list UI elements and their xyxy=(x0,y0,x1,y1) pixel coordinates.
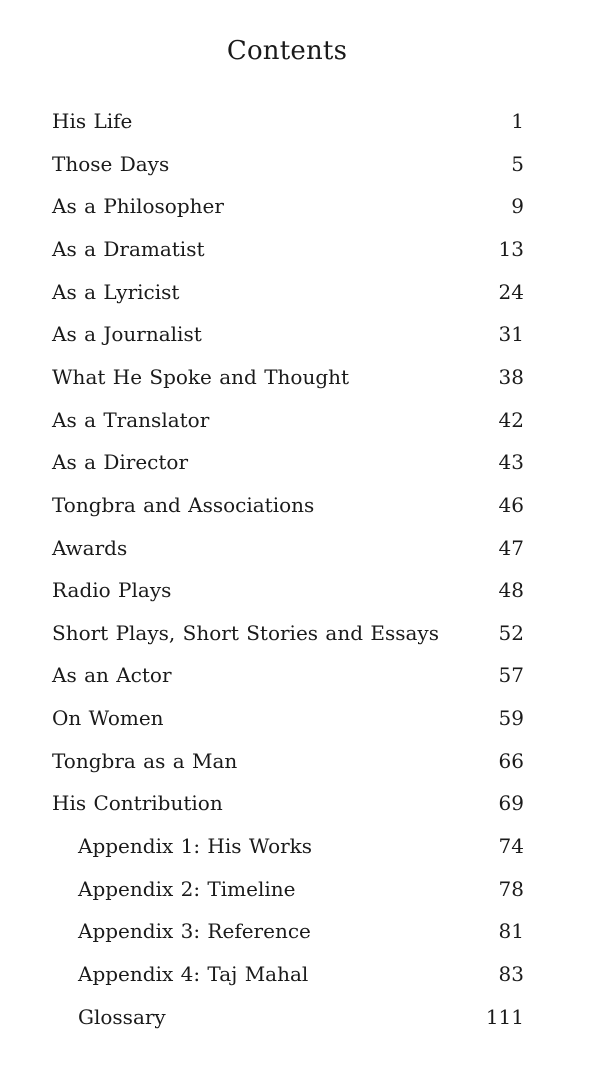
toc-entry-page-number: 9 xyxy=(511,194,524,219)
toc-entry-page-number: 48 xyxy=(498,578,524,603)
toc-entry xyxy=(52,916,524,946)
toc-entry xyxy=(52,319,524,349)
toc-entry-title: Appendix 2: Timeline xyxy=(78,876,296,901)
toc-entry xyxy=(52,447,524,477)
toc-entry-page-number: 46 xyxy=(498,492,524,517)
toc-entry xyxy=(52,277,524,307)
toc-entry-page-number: 38 xyxy=(498,364,524,389)
toc-entry-title: Glossary xyxy=(78,1004,166,1029)
toc-entry xyxy=(52,959,524,989)
toc-entry-page-number: 43 xyxy=(498,450,524,475)
toc-entry-title: Short Plays, Short Stories and Essays xyxy=(52,620,439,645)
toc-entry-title: Those Days xyxy=(52,151,170,176)
toc-entry-title: Tongbra and Associations xyxy=(52,492,315,517)
toc-entry-page-number: 83 xyxy=(498,962,524,986)
toc-entry-title: Tongbra as a Man xyxy=(52,748,238,773)
toc-entry xyxy=(52,575,524,605)
toc-entry-title: As a Dramatist xyxy=(52,236,205,261)
toc-entry xyxy=(52,660,524,690)
toc-entry-page-number: 57 xyxy=(498,663,524,688)
toc-entry xyxy=(52,234,524,264)
toc-entry-title: As a Lyricist xyxy=(52,279,180,304)
toc-entry-title: Appendix 4: Taj Mahal xyxy=(78,962,309,986)
toc-entry-title: As a Philosopher xyxy=(52,194,224,219)
toc-entry-page-number: 42 xyxy=(498,407,524,432)
toc-entry-title: Appendix 1: His Works xyxy=(78,834,313,859)
toc-entry-title: What He Spoke and Thought xyxy=(52,364,350,389)
toc-entry-title: On Women xyxy=(52,706,164,731)
toc-entry-title: Awards xyxy=(52,535,128,560)
toc-entry xyxy=(52,831,524,861)
toc-entry-title: As a Translator xyxy=(52,407,210,432)
toc-entry-page-number: 31 xyxy=(498,322,524,347)
toc-entry-page-number: 59 xyxy=(498,706,524,731)
toc-entry-page-number: 74 xyxy=(498,834,524,859)
toc-entry-page-number: 78 xyxy=(498,876,524,901)
toc-entry xyxy=(52,362,524,392)
toc-entry-page-number: 66 xyxy=(498,748,524,773)
toc-entry-page-number: 47 xyxy=(498,535,524,560)
toc-entry-page-number: 111 xyxy=(485,1004,524,1029)
toc-entry-title: Radio Plays xyxy=(52,578,172,603)
toc-entry-page-number: 13 xyxy=(498,236,524,261)
toc-entry xyxy=(52,618,524,648)
toc-entry xyxy=(52,149,524,179)
toc-entry xyxy=(52,788,524,818)
toc-entry xyxy=(52,874,524,904)
toc-entry xyxy=(52,746,524,776)
toc-entry-title: As an Actor xyxy=(52,663,172,688)
toc-entry-title: As a Journalist xyxy=(52,322,202,347)
toc-entry xyxy=(52,191,524,221)
toc-entry xyxy=(52,405,524,435)
toc-entry-title: Appendix 3: Reference xyxy=(78,919,311,944)
toc-entry-title: His Life xyxy=(52,109,133,133)
toc-entry-page-number: 1 xyxy=(511,109,524,133)
page-title: Contents xyxy=(226,36,348,66)
toc-entry-page-number: 5 xyxy=(511,151,524,176)
toc-entry xyxy=(52,490,524,520)
toc-entry xyxy=(52,533,524,563)
toc-entry xyxy=(52,703,524,733)
toc-entry-title: As a Director xyxy=(52,450,189,475)
toc-entry-page-number: 81 xyxy=(498,919,524,944)
toc-entry xyxy=(52,106,524,136)
toc-entry-title: His Contribution xyxy=(52,791,223,816)
toc-entry-page-number: 24 xyxy=(498,279,524,304)
toc-entry xyxy=(52,1002,524,1032)
toc-entry-page-number: 69 xyxy=(498,791,524,816)
toc-entry-page-number: 52 xyxy=(498,620,524,645)
